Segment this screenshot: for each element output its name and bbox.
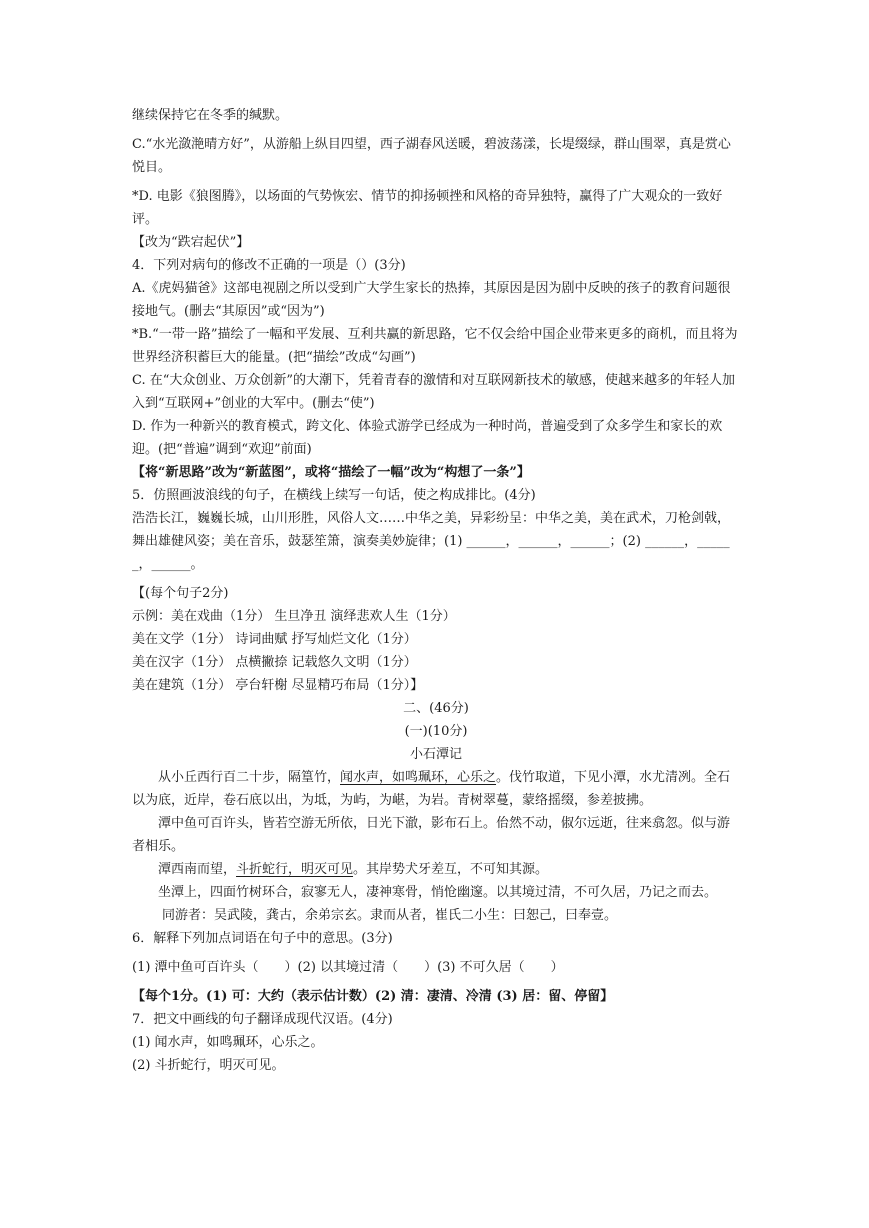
passage-text: 潭西南而望，	[158, 862, 237, 877]
text-line: 继续保持它在冬季的缄默。	[132, 108, 289, 123]
answer-example: 美在文学（1分） 诗词曲赋 抒写灿烂文化（1分）	[132, 632, 417, 647]
option-b-answer: *B.“一带一路”描绘了一幅和平发展、互利共赢的新思路，它不仅会给中国企业带来更多的商机，而且将为世界经济积蓄巨大的能量。(把“描绘”改成“勾画”)	[132, 327, 738, 365]
question-5-passage: 浩浩长江，巍巍长城，山川形胜，风俗人文……中华之美，异彩纷呈：中华之美，美在武术，刀枪剑戟，舞出雄健风姿；美在音乐，鼓瑟笙箫，演奏美妙旋律；(1) ______，______，______；(2) ______，______，______。	[132, 511, 731, 572]
question-7: 7．把文中画线的句子翻译成现代汉语。(4分)	[132, 1012, 393, 1027]
passage-title: 小石潭记	[409, 747, 462, 762]
option-d: D. 作为一种新兴的教育模式，跨文化、体验式游学已经成为一种时尚，普遍受到了众多学生和家长的欢迎。(把“普遍”调到“欢迎”前面)	[132, 419, 723, 457]
answer-example: 美在建筑（1分） 亭台轩榭 尽显精巧布局（1分）】	[132, 678, 424, 693]
option-d-answer: *D. 电影《狼图腾》，以场面的气势恢宏、情节的抑扬顿挫和风格的奇异独特，赢得了广大观众的一致好评。	[132, 189, 723, 227]
underlined-sentence: 斗折蛇行，明灭可见	[236, 862, 354, 877]
question-6: 6．解释下列加点词语在句子中的意思。(3分)	[132, 931, 393, 946]
question-7-item: (2) 斗折蛇行，明灭可见。	[132, 1058, 285, 1073]
passage-text: 从小丘西行百二十步，隔篁竹，	[158, 770, 341, 785]
answer-note: 【(每个句子2分)	[132, 586, 229, 601]
subsection-heading: (一)(10分)	[404, 724, 468, 739]
passage-paragraph: 坐潭上，四面竹树环合，寂寥无人，凄神寒骨，悄怆幽邃。以其境过清，不可久居，乃记之而去。	[158, 885, 718, 900]
option-c: C. 在“大众创业、万众创新”的大潮下，凭着青春的激情和对互联网新技术的敏感，使越来越多的年轻人加入到“互联网+”创业的大军中。(删去“使”)	[132, 373, 736, 411]
passage-paragraph: 同游者：吴武陵，龚古，余弟宗玄。隶而从者，崔氏二小生：曰恕己，曰奉壹。	[162, 908, 618, 923]
section-heading: 二、(46分)	[403, 701, 469, 716]
passage-text: 。伐竹取道，下见小潭，水尤清冽。全石以为底，近岸，卷石底以出，为坻，为屿，为嵁，为岩。青树翠蔓，蒙络摇缀，参差披拂。	[132, 770, 731, 808]
question-4: 4．下列对病句的修改不正确的一项是（）(3分)	[132, 258, 406, 273]
answer-note: 【每个1分。(1) 可：大约（表示估计数）(2) 清：凄清、冷清 (3) 居：留、停留】	[132, 989, 614, 1004]
document-page	[132, 104, 740, 1077]
question-6-items: (1) 潭中鱼可百许头（ ）(2) 以其境过清（ ）(3) 不可久居（ ）	[132, 960, 564, 975]
answer-example: 示例：美在戏曲（1分） 生旦净丑 演绎悲欢人生（1分）	[132, 609, 456, 624]
option-c: C.“水光潋滟晴方好”，从游船上纵目四望，西子湖春风送暖，碧波荡漾，长堤缀绿，群山围翠，真是赏心悦目。	[132, 137, 731, 175]
passage-paragraph	[132, 766, 740, 812]
passage-text: 。其岸势犬牙差互，不可知其源。	[353, 862, 549, 877]
passage-paragraph	[132, 858, 740, 881]
answer-note: 【改为“跌宕起伏”】	[132, 235, 250, 250]
answer-note: 【将“新思路”改为“新蓝图”，或将“描绘了一幅”改为“构想了一条”】	[132, 465, 530, 480]
question-7-item: (1) 闻水声，如鸣珮环，心乐之。	[132, 1035, 324, 1050]
answer-example: 美在汉字（1分） 点横撇捺 记载悠久文明（1分）	[132, 655, 417, 670]
passage-paragraph: 潭中鱼可百许头，皆若空游无所依，日光下澈，影布石上。佁然不动，俶尔远逝，往来翕忽。似与游者相乐。	[132, 816, 731, 854]
underlined-sentence: 闻水声，如鸣珮环，心乐之	[340, 770, 497, 785]
option-a: A.《虎妈猫爸》这部电视剧之所以受到广大学生家长的热捧，其原因是因为剧中反映的孩子的教育问题很接地气。(删去“其原因”或“因为”)	[132, 281, 731, 319]
question-5: 5．仿照画波浪线的句子，在横线上续写一句话，使之构成排比。(4分)	[132, 488, 536, 503]
